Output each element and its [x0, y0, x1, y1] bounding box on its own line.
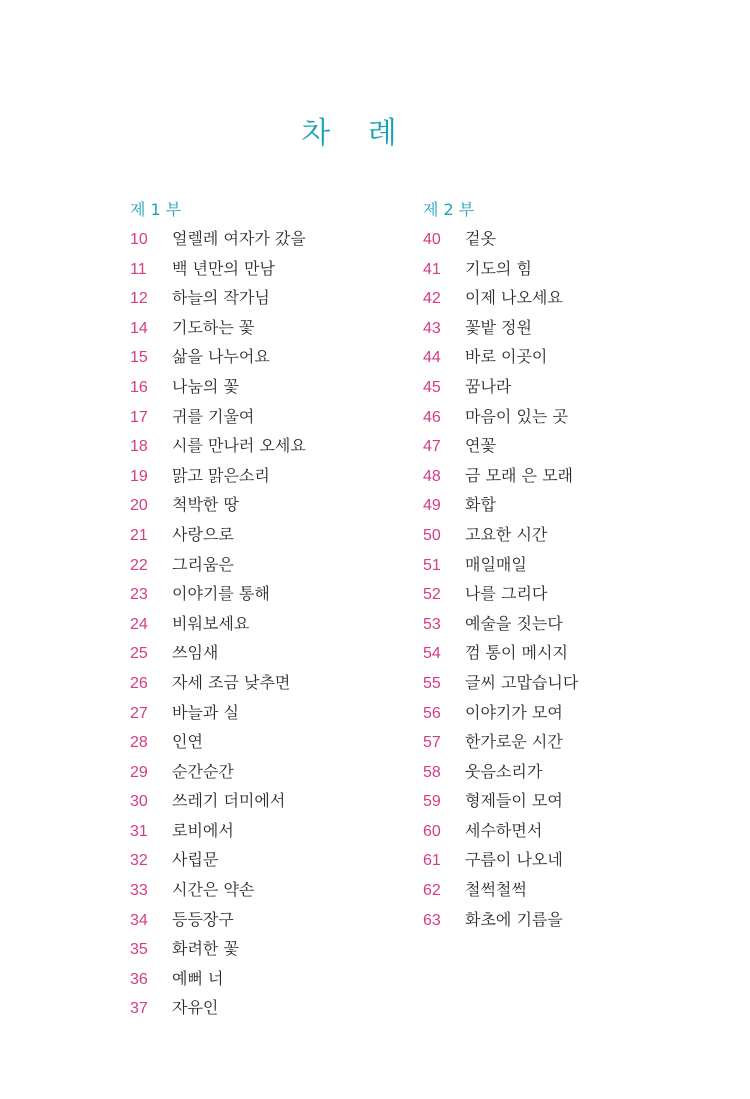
- toc-page-number: 56: [423, 704, 441, 722]
- toc-entry-title: 금 모래 은 모래: [465, 465, 573, 485]
- toc-page-number: 30: [130, 793, 148, 811]
- toc-entry: [423, 786, 723, 816]
- part-1-toc-list: [130, 224, 430, 1023]
- toc-entry-title: 자유인: [172, 998, 219, 1018]
- toc-page-number: 49: [423, 497, 441, 515]
- toc-entry: [423, 342, 723, 372]
- toc-page-number: 51: [423, 556, 441, 574]
- toc-entry-title: 쓰임새: [172, 643, 219, 663]
- toc-page-number: 44: [423, 349, 441, 367]
- toc-page-number: 16: [130, 378, 148, 396]
- toc-entry: [423, 875, 723, 905]
- toc-page-number: 34: [130, 911, 148, 929]
- toc-entry-title: 나눔의 꽃: [172, 376, 239, 396]
- toc-page-number: 12: [130, 290, 148, 308]
- toc-entry-title: 연꽃: [465, 436, 496, 456]
- toc-entry-title: 시를 만나러 오세요: [172, 436, 306, 456]
- toc-entry-title: 하늘의 작가님: [172, 288, 270, 308]
- toc-entry-title: 철썩철썩: [465, 880, 527, 900]
- toc-entry: [130, 224, 430, 254]
- toc-page-number: 17: [130, 408, 148, 426]
- toc-entry: [130, 431, 430, 461]
- toc-entry: [423, 461, 723, 491]
- toc-entry-title: 순간순간: [172, 761, 234, 781]
- part-2-toc-list: [423, 224, 723, 934]
- toc-entry: [423, 372, 723, 402]
- toc-entry: [130, 786, 430, 816]
- toc-entry-title: 화합: [465, 495, 496, 515]
- part-1-heading: 제 1 부: [130, 200, 182, 219]
- toc-entry-title: 바로 이곳이: [465, 347, 548, 367]
- toc-entry-title: 껌 통이 메시지: [465, 643, 568, 663]
- toc-entry: [130, 698, 430, 728]
- toc-entry-title: 백 년만의 만남: [172, 258, 275, 278]
- toc-page-number: 23: [130, 586, 148, 604]
- toc-entry-title: 세수하면서: [465, 820, 543, 840]
- toc-page-number: 29: [130, 763, 148, 781]
- toc-entry: [423, 727, 723, 757]
- toc-page-number: 48: [423, 467, 441, 485]
- toc-entry: [130, 283, 430, 313]
- toc-entry: [130, 520, 430, 550]
- toc-entry: [130, 313, 430, 343]
- toc-page-number: 50: [423, 526, 441, 544]
- toc-entry: [423, 490, 723, 520]
- toc-entry: [423, 845, 723, 875]
- toc-entry-title: 화초에 기름을: [465, 909, 563, 929]
- toc-page-number: 14: [130, 319, 148, 337]
- toc-page-number: 37: [130, 1000, 148, 1018]
- toc-page-number: 15: [130, 349, 148, 367]
- toc-entry-title: 기도하는 꽃: [172, 317, 255, 337]
- toc-entry: [130, 993, 430, 1023]
- toc-entry-title: 시간은 약손: [172, 880, 255, 900]
- toc-entry-title: 겉옷: [465, 229, 496, 248]
- toc-page-number: 43: [423, 319, 441, 337]
- toc-page-number: 45: [423, 378, 441, 396]
- toc-entry: [130, 638, 430, 668]
- toc-entry-title: 구름이 나오네: [465, 850, 563, 870]
- toc-page-number: 58: [423, 763, 441, 781]
- toc-entry-title: 맑고 맑은소리: [172, 465, 270, 485]
- toc-entry-title: 꽃밭 정원: [465, 317, 532, 337]
- toc-entry-title: 이야기가 모여: [465, 702, 563, 722]
- part-1-column: [130, 196, 430, 1023]
- toc-page-number: 41: [423, 260, 441, 278]
- toc-entry-title: 화려한 꽃: [172, 939, 239, 959]
- toc-page-number: 33: [130, 882, 148, 900]
- toc-page-number: 59: [423, 793, 441, 811]
- toc-entry-title: 쓰레기 더미에서: [172, 791, 286, 811]
- toc-page-number: 42: [423, 290, 441, 308]
- toc-entry: [130, 845, 430, 875]
- toc-page-number: 19: [130, 467, 148, 485]
- toc-entry-title: 얼렐레 여자가 갔을: [172, 229, 306, 248]
- toc-entry: [423, 816, 723, 846]
- toc-entry-title: 삶을 나누어요: [172, 347, 270, 367]
- toc-entry-title: 척박한 땅: [172, 495, 239, 515]
- toc-entry-title: 등등장구: [172, 909, 234, 929]
- toc-entry: [423, 698, 723, 728]
- toc-page-number: 63: [423, 911, 441, 929]
- toc-page-number: 52: [423, 586, 441, 604]
- toc-page-number: 46: [423, 408, 441, 426]
- toc-entry-title: 매일매일: [465, 554, 527, 574]
- toc-entry-title: 이제 나오세요: [465, 288, 563, 308]
- toc-page-number: 24: [130, 615, 148, 633]
- toc-page-number: 35: [130, 941, 148, 959]
- toc-entry-title: 고요한 시간: [465, 524, 548, 544]
- toc-page-number: 27: [130, 704, 148, 722]
- toc-entry: [423, 638, 723, 668]
- toc-entry: [423, 313, 723, 343]
- toc-entry: [130, 727, 430, 757]
- toc-entry-title: 비워보세요: [172, 613, 250, 633]
- toc-entry: [423, 254, 723, 284]
- toc-page-number: 21: [130, 526, 148, 544]
- toc-entry-title: 한가로운 시간: [465, 732, 563, 752]
- toc-page-number: 55: [423, 674, 441, 692]
- toc-entry-title: 바늘과 실: [172, 702, 239, 722]
- toc-entry: [130, 490, 430, 520]
- toc-page-number: 57: [423, 734, 441, 752]
- toc-entry: [423, 283, 723, 313]
- toc-entry: [130, 964, 430, 994]
- toc-page-number: 60: [423, 822, 441, 840]
- toc-entry-title: 인연: [172, 732, 203, 752]
- toc-entry: [130, 402, 430, 432]
- toc-entry: [423, 224, 723, 254]
- toc-entry: [423, 520, 723, 550]
- toc-page-number: 22: [130, 556, 148, 574]
- toc-entry: [423, 550, 723, 580]
- toc-page-number: 62: [423, 882, 441, 900]
- toc-page-number: 28: [130, 734, 148, 752]
- toc-entry-title: 나를 그리다: [465, 584, 548, 604]
- toc-entry-title: 형제들이 모여: [465, 791, 563, 811]
- toc-page-number: 26: [130, 674, 148, 692]
- toc-entry: [130, 342, 430, 372]
- toc-entry: [130, 550, 430, 580]
- toc-page-number: 36: [130, 970, 148, 988]
- toc-entry: [423, 668, 723, 698]
- toc-entry-title: 사립문: [172, 850, 219, 870]
- toc-entry: [130, 875, 430, 905]
- toc-entry-title: 사랑으로: [172, 524, 234, 544]
- toc-entry: [130, 579, 430, 609]
- part-2-column: [423, 196, 723, 934]
- toc-entry: [423, 431, 723, 461]
- toc-page-number: 11: [130, 260, 147, 278]
- page-title: 차 례: [301, 116, 411, 151]
- toc-entry: [423, 402, 723, 432]
- toc-entry-title: 예술을 짓는다: [465, 613, 563, 633]
- toc-entry: [130, 668, 430, 698]
- toc-page-number: 20: [130, 497, 148, 515]
- toc-page-number: 40: [423, 231, 441, 248]
- toc-entry-title: 이야기를 통해: [172, 584, 270, 604]
- toc-page-number: 54: [423, 645, 441, 663]
- toc-entry-title: 마음이 있는 곳: [465, 406, 568, 426]
- toc-entry: [423, 579, 723, 609]
- toc-entry: [130, 757, 430, 787]
- toc-page-number: 61: [423, 852, 441, 870]
- toc-page-number: 53: [423, 615, 441, 633]
- toc-page-number: 18: [130, 438, 148, 456]
- toc-entry: [423, 757, 723, 787]
- toc-entry: [423, 609, 723, 639]
- part-2-heading: 제 2 부: [423, 200, 475, 219]
- toc-entry: [130, 254, 430, 284]
- toc-entry: [130, 905, 430, 935]
- toc-entry-title: 글씨 고맙습니다: [465, 672, 579, 692]
- toc-entry: [130, 934, 430, 964]
- toc-page-number: 31: [130, 822, 148, 840]
- toc-entry-title: 기도의 힘: [465, 258, 532, 278]
- toc-entry: [423, 905, 723, 935]
- toc-entry-title: 로비에서: [172, 820, 234, 840]
- toc-entry-title: 자세 조금 낮추면: [172, 672, 291, 692]
- toc-entry: [130, 609, 430, 639]
- toc-page-number: 32: [130, 852, 148, 870]
- toc-entry-title: 그리움은: [172, 554, 234, 574]
- toc-entry-title: 웃음소리가: [465, 761, 543, 781]
- toc-entry: [130, 816, 430, 846]
- toc-entry-title: 꿈나라: [465, 376, 512, 396]
- toc-page-number: 25: [130, 645, 148, 663]
- toc-page-number: 10: [130, 231, 148, 248]
- toc-page-number: 47: [423, 438, 441, 456]
- toc-entry: [130, 372, 430, 402]
- toc-entry-title: 귀를 기울여: [172, 406, 255, 426]
- toc-entry-title: 예뻐 너: [172, 968, 224, 988]
- toc-entry: [130, 461, 430, 491]
